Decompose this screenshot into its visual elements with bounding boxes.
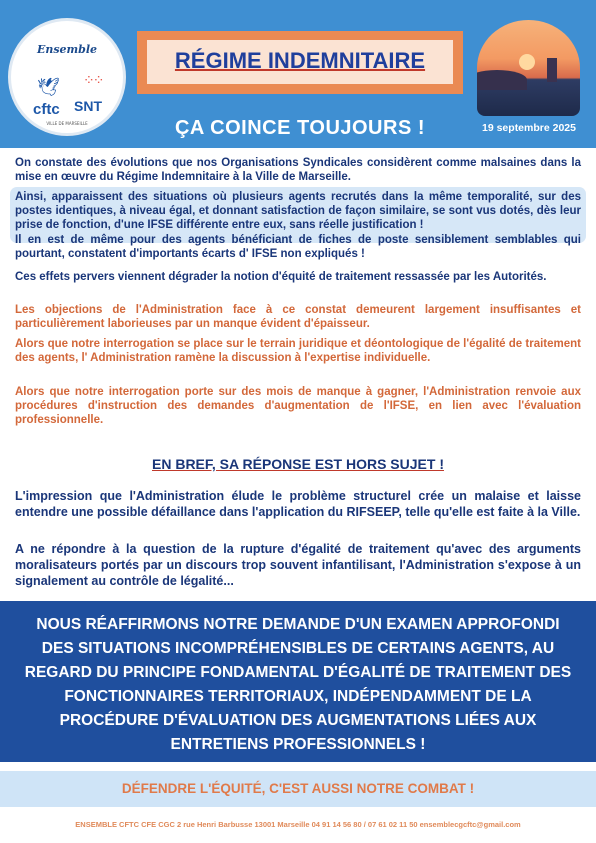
building-shape: [547, 58, 557, 82]
paragraph-objections: Les objections de l'Administration face à ce constat demeurent largement insuffisantes et particulièrement laborieuses par un manque évident d'épaisseur.: [15, 304, 581, 330]
title-inner: [147, 40, 453, 84]
logo-cftc-text: cftc: [33, 101, 60, 118]
page-subtitle: ÇA COINCE TOUJOURS !: [174, 117, 426, 139]
dots-icon: ⁘⁘: [83, 73, 103, 89]
page-title: RÉGIME INDEMNITAIRE: [174, 48, 426, 73]
paragraph-situations: Ainsi, apparaissent des situations où plusieurs agents recrutés dans la même temporalité, sur des postes identiques, à niveau égal, et donnant satisfaction de façon similaire, se sont vus dotés, dès leur prise de fonction, d'une IFSE différente entre eux, sans réelle justification !: [15, 191, 581, 231]
paragraph-terrain: Alors que notre interrogation se place sur le terrain juridique et déontologique de l'égalité de traitement des agents, l' Administration ramène la discussion à l'expertise individuelle.: [15, 338, 581, 364]
logo-subtext: VILLE DE MARSEILLE: [46, 121, 88, 126]
publication-date: 19 septembre 2025: [482, 122, 576, 134]
paragraph-mois: Alors que notre interrogation porte sur des mois de manque à gagner, l'Administration renvoie aux procédures d'instruction des demandes d'augmentation de l'IFSE, en lien avec l'évaluation professionnelle.: [15, 386, 581, 426]
section-heading-bref: EN BREF, SA RÉPONSE EST HORS SUJET !: [152, 456, 444, 472]
paragraph-rupture: A ne répondre à la question de la rupture d'égalité de traitement qu'avec des arguments moralisateurs portés par un discours trop souvent infantilisant, l'Administration s'expose à un signalement au contrôle de légalité...: [15, 542, 581, 588]
sun-shape: [519, 54, 535, 70]
intro-paragraph: On constate des évolutions que nos Organisations Syndicales considèrent comme malsaines dans la mise en œuvre du Régime Indemnitaire à la Ville de Marseille.: [15, 157, 581, 183]
demand-text: NOUS RÉAFFIRMONS NOTRE DEMANDE D'UN EXAMEN APPROFONDI DES SITUATIONS INCOMPRÉHENSIBLES DE CERTAINS AGENTS, AU REGARD DU PRINCIPE FONDAMENTAL D'ÉGALITÉ DE TRAITEMENT DES FONCTIONNAIRES TERRITORIAUX, INDÉPENDAMMENT DE LA PROCÉDURE D'ÉVALUATION DES AUGMENTATIONS LIÉES AUX ENTRETIENS PROFESSIONNELS !: [24, 616, 572, 753]
paragraph-effets: Ces effets pervers viennent dégrader la notion d'équité de traitement ressassée par les Autorités.: [15, 271, 547, 283]
hill-shape: [477, 70, 527, 90]
union-logo: [8, 18, 126, 136]
footer-contact: ENSEMBLE CFTC CFE CGC 2 rue Henri Barbusse 13001 Marseille 04 91 14 56 80 / 07 61 02 11 50 ensemblecgcftc@gmail.com: [75, 820, 521, 829]
logo-snt-text: SNT: [74, 98, 102, 114]
slogan-text: DÉFENDRE L'ÉQUITÉ, C'EST AUSSI NOTRE COMBAT !: [121, 781, 475, 796]
paragraph-fiches: Il en est de même pour des agents bénéficiant de fiches de poste sensiblement semblables qui pourtant, constatent d'importants écarts d' IFSE non expliqués !: [15, 234, 581, 260]
demand-banner: [0, 601, 596, 762]
title-frame: [137, 31, 463, 94]
header-banner: [0, 0, 596, 148]
logo-ensemble-text: Ensemble: [36, 43, 98, 56]
marseille-sunset-photo: [477, 20, 580, 116]
slogan-banner: [0, 771, 596, 807]
dove-icon: 🕊: [37, 77, 60, 98]
paragraph-impression: L'impression que l'Administration élude le problème structurel crée un malaise et laisse entendre une possible défaillance dans l'application du RIFSEEP, telle qu'elle est faite à la Ville.: [15, 489, 581, 519]
